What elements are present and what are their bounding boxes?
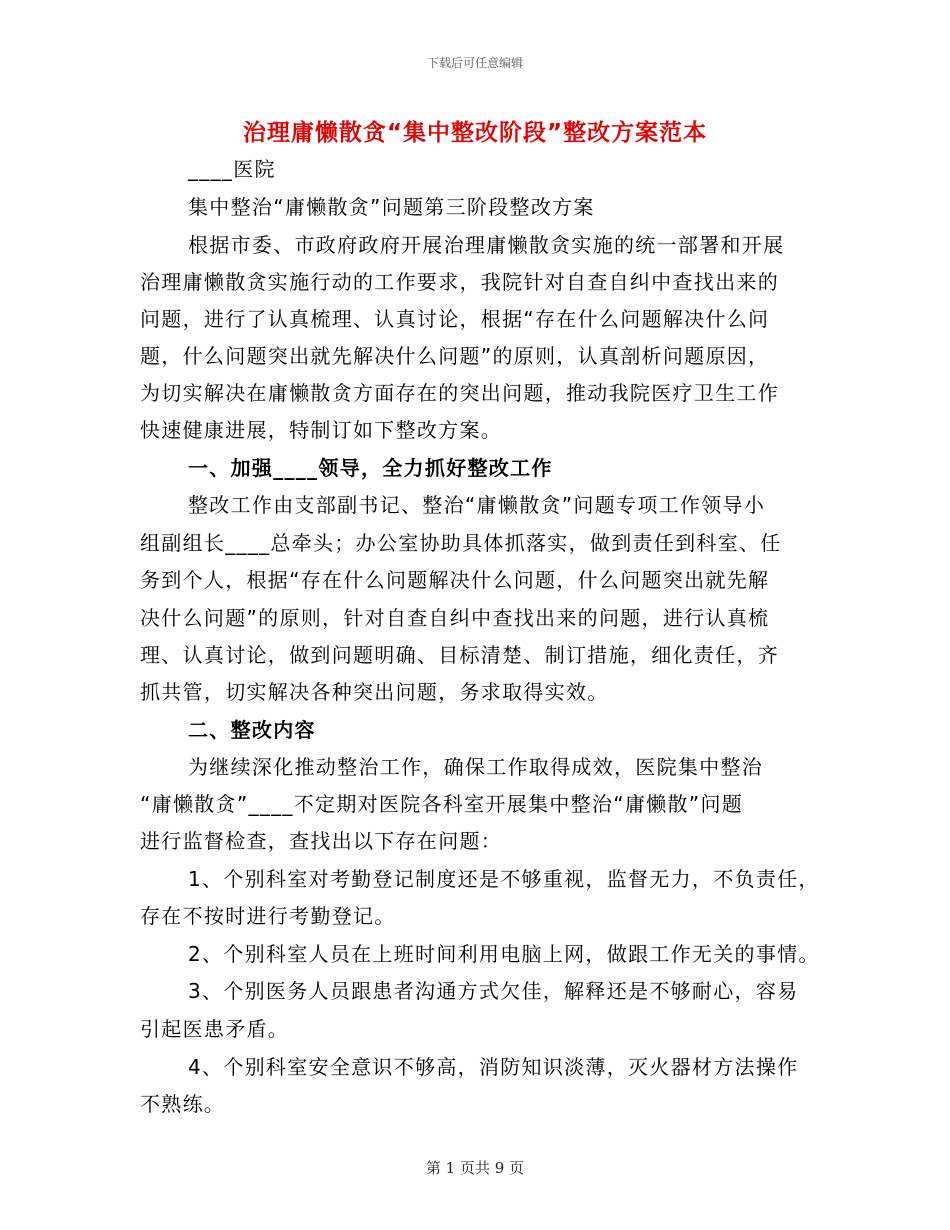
list-item-4-cont: 不熟练。: [140, 1092, 226, 1116]
paragraph-line: 快速健康进展，特制订如下整改方案。: [140, 418, 503, 442]
paragraph-line: 务到个人，根据“存在什么问题解决什么问题，什么问题突出就先解: [140, 568, 770, 592]
paragraph-line: 决什么问题”的原则，针对自查自纠中查找出来的问题，进行认真梳: [140, 606, 770, 630]
subtitle-line: 集中整治“庸懒散贪”问题第三阶段整改方案: [188, 195, 595, 219]
list-item-3-cont: 引起医患矛盾。: [140, 1017, 290, 1041]
paragraph-line: 问题，进行了认真梳理、认真讨论，根据“存在什么问题解决什么问: [140, 307, 770, 331]
paragraph-line: 题，什么问题突出就先解决什么问题”的原则，认真剖析问题原因，: [140, 344, 770, 368]
list-item-1-cont: 存在不按时进行考勤登记。: [140, 904, 396, 928]
paragraph-line: 根据市委、市政府政府开展治理庸懒散贪实施的统一部署和开展: [188, 233, 785, 257]
paragraph-line: 进行监督检查，查找出以下存在问题：: [140, 829, 503, 853]
list-item-4: 4、个别科室安全意识不够高，消防知识淡薄，灭火器材方法操作: [188, 1055, 799, 1079]
list-item-3: 3、个别医务人员跟患者沟通方式欠佳，解释还是不够耐心，容易: [188, 979, 799, 1003]
paragraph-line: 治理庸懒散贪实施行动的工作要求，我院针对自查自纠中查找出来的: [140, 270, 779, 294]
paragraph-line: 为继续深化推动整治工作，确保工作取得成效，医院集中整治: [188, 755, 764, 779]
document-title: 治理庸懒散贪“集中整改阶段”整改方案范本: [242, 120, 708, 146]
section-heading-2: 二、整改内容: [188, 718, 316, 742]
page-number: 第 1 页共 9 页: [425, 1159, 525, 1177]
paragraph-line: 组副组长____总牵头；办公室协助具体抓落实，做到责任到科室、任: [140, 531, 782, 555]
section-heading-1: 一、加强____领导，全力抓好整改工作: [188, 456, 553, 480]
header-note: 下载后可任意编辑: [426, 56, 523, 70]
paragraph-line: 为切实解决在庸懒散贪方面存在的突出问题，推动我院医疗卫生工作: [140, 381, 779, 405]
paragraph-line: 理、认真讨论，做到问题明确、目标清楚、制订措施，细化责任，齐: [140, 643, 779, 667]
paragraph-line: 抓共管，切实解决各种突出问题，务求取得实效。: [140, 680, 609, 704]
paragraph-line: “庸懒散贪”____不定期对医院各科室开展集中整治“庸懒散”问题: [140, 792, 744, 816]
list-item-2: 2、个别科室人员在上班时间利用电脑上网，做跟工作无关的事情。: [188, 942, 820, 966]
paragraph-line: 整改工作由支部副书记、整治“庸懒散贪”问题专项工作领导小: [188, 493, 766, 517]
list-item-1: 1、个别科室对考勤登记制度还是不够重视，监督无力，不负责任，: [188, 867, 820, 891]
hospital-name-line: ____医院: [188, 157, 276, 181]
